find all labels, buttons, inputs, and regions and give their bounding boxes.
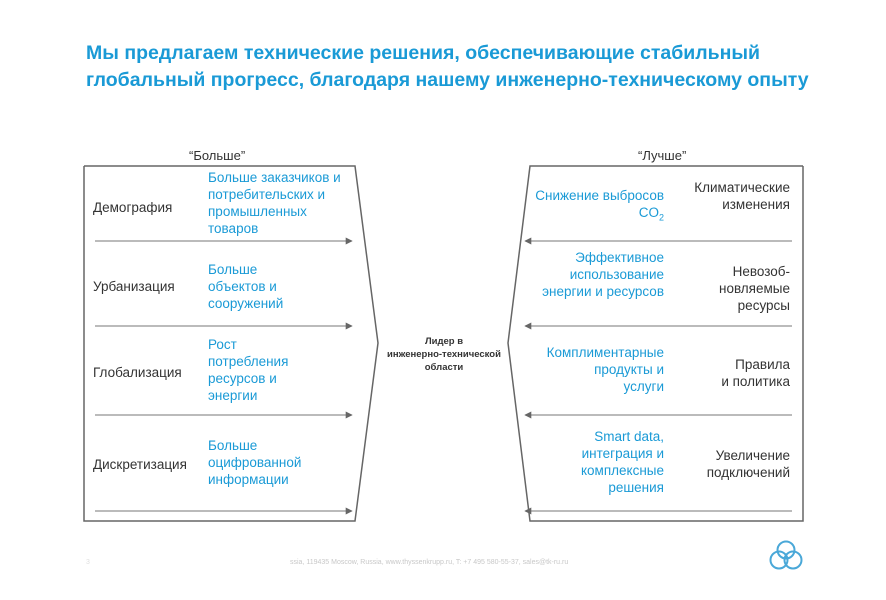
title-line-2: глобальный прогресс, благодаря нашему инженерно-техническому опыту [86,69,809,91]
left-row-2-text: Больше объектов и сооружений [208,262,284,311]
left-row-1-label: Демография [93,200,173,215]
left-heading: “Больше” [189,148,246,163]
company-logo-icon [768,538,804,572]
left-row-1-text: Больше заказчиков и потребительских и промышленных товаров [208,170,341,236]
center-label: Лидер в инженерно-технической области [387,336,501,373]
right-row-2-text: Эффективное использование энергии и ресурсов [542,250,664,299]
title-line-1: Мы предлагаем технические решения, обеспечивающие стабильный [86,42,761,64]
left-row-4-text: Больше оцифрованной информации [208,438,302,487]
right-heading: “Лучше” [638,148,687,163]
right-row-2-label: Невозоб- новляемые ресурсы [718,264,790,313]
right-row-1-label: Климатические изменения [694,180,790,212]
right-row-1-text: Снижение выбросов $CO_2$ [535,188,664,223]
right-row-3-label: Правила и политика [721,357,790,389]
page-number: 3 [86,559,90,566]
right-row-4-label: Увеличение подключений [706,448,790,480]
right-row-4-text: Smart data, интеграция и комплексные решения [580,429,664,495]
footer-contacts: ssia, 119435 Moscow, Russia, www.thyssenkrupp.ru, T: +7 495 580-55-37, sales@tk-ru.ru [290,559,569,566]
left-row-3-label: Глобализация [93,365,182,380]
left-row-2-label: Урбанизация [93,279,175,294]
left-row-3-text: Рост потребления ресурсов и энергии [208,337,289,403]
left-row-4-label: Дискретизация [93,457,187,472]
right-row-3-text: Комплиментарные продукты и услуги [546,345,664,394]
